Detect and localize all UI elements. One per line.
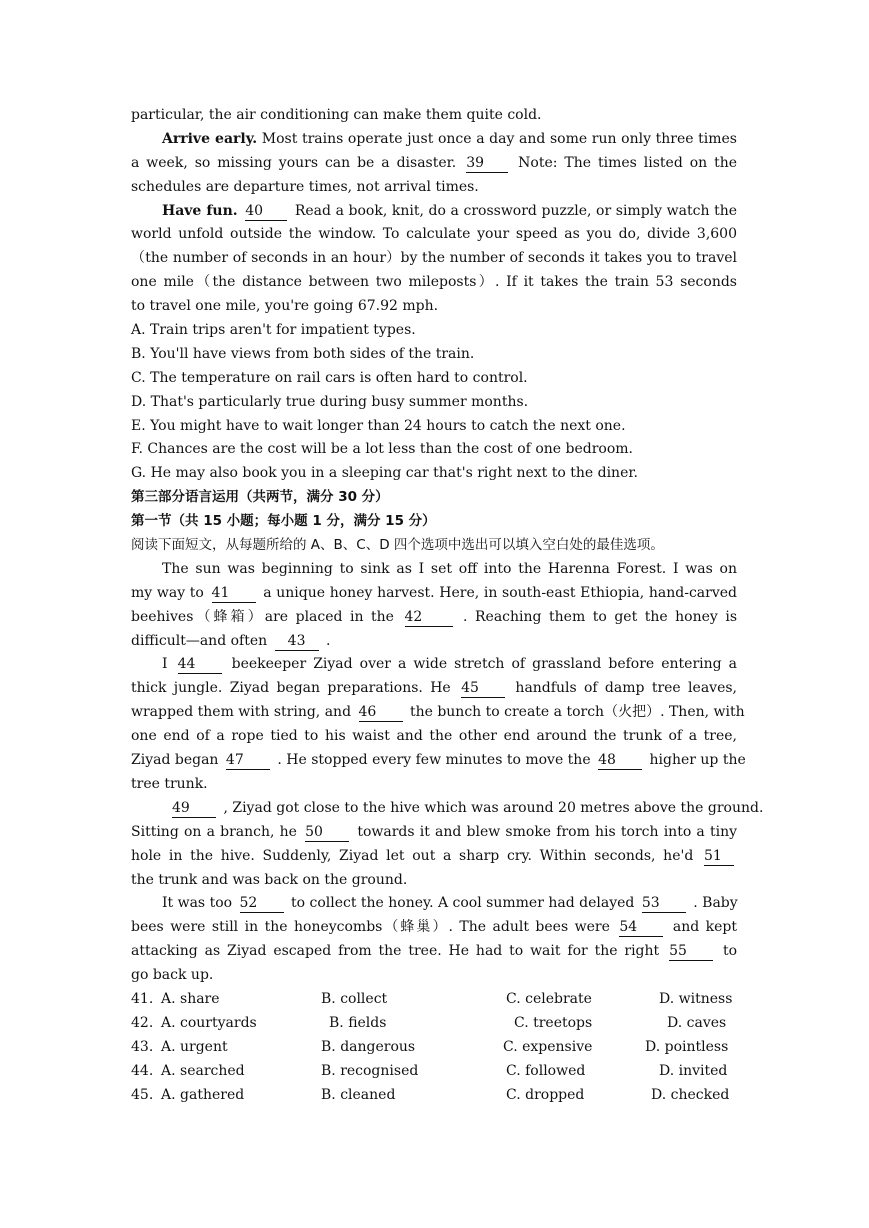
- text-span: hole in the hive. Suddenly, Ziyad let out a sharp cry. Within seconds, he'd: [131, 847, 694, 864]
- choice-g: G. He may also book you in a sleeping car that's right next to the diner.: [131, 465, 638, 482]
- text-span: handfuls of damp tree leaves,: [515, 680, 737, 697]
- option-d: D. invited: [659, 1062, 728, 1079]
- text-line: [131, 701, 745, 725]
- blank-40: 40: [245, 203, 287, 221]
- option-b: B. dangerous: [321, 1038, 416, 1055]
- text-span: to collect the honey. A cool summer had delayed: [290, 895, 635, 912]
- text-span: attacking as Ziyad escaped from the tree. He had to wait for the right: [131, 943, 660, 960]
- text-span: a week, so missing yours can be a disaster.: [131, 154, 457, 171]
- text-span: . Reaching them to get the honey is: [463, 608, 738, 625]
- text-line: （the number of seconds in an hour）by the number of seconds it takes you to travel: [131, 250, 737, 267]
- blank-44: 44: [178, 656, 222, 674]
- blank-53: 53: [642, 895, 686, 913]
- text-line: world unfold outside the window. To calculate your speed as you do, divide 3,600: [131, 226, 737, 243]
- option-b: B. recognised: [321, 1062, 419, 1079]
- text-line: one end of a rope tied to his waist and the other end around the trunk of a tree,: [131, 728, 737, 745]
- option-a: A. gathered: [161, 1086, 245, 1103]
- text-span: .: [326, 632, 331, 649]
- option-c: C. expensive: [503, 1038, 593, 1055]
- text-span: beekeeper Ziyad over a wide stretch of grassland before entering a: [231, 656, 737, 673]
- option-b: B. cleaned: [321, 1086, 396, 1103]
- option-c: C. treetops: [514, 1014, 593, 1031]
- tip-heading: Arrive early.: [162, 130, 258, 147]
- question-number: 42.: [131, 1014, 154, 1031]
- choice-f: F. Chances are the cost will be a lot less than the cost of one bedroom.: [131, 441, 633, 458]
- text-span: my way to: [131, 584, 204, 601]
- text-span: towards it and blew smoke from his torch into a tiny: [357, 823, 737, 840]
- text-span: bees were still in the honeycombs（蜂巢）. The adult bees were: [131, 919, 610, 936]
- paragraph-arrive-early: [131, 128, 737, 152]
- question-number: 44.: [131, 1062, 154, 1079]
- text-span: Ziyad began: [131, 752, 219, 769]
- choice-b: B. You'll have views from both sides of the train.: [131, 345, 475, 362]
- blank-43: 43: [275, 633, 319, 651]
- option-c: C. followed: [506, 1062, 586, 1079]
- blank-46: 46: [359, 704, 403, 722]
- blank-51: 51: [704, 848, 734, 866]
- text-span: thick jungle. Ziyad began preparations. He: [131, 680, 451, 697]
- blank-39: 39: [466, 155, 508, 173]
- option-a: A. searched: [161, 1062, 245, 1079]
- options-row-41: [131, 988, 737, 1012]
- text-line: The sun was beginning to sink as I set off into the Harenna Forest. I was on: [162, 560, 737, 577]
- text-line: the trunk and was back on the ground.: [131, 871, 408, 888]
- option-d: D. pointless: [645, 1038, 729, 1055]
- text-span: I: [162, 656, 168, 673]
- option-d: D. caves: [667, 1014, 727, 1031]
- blank-50: 50: [305, 824, 349, 842]
- blank-52: 52: [240, 895, 284, 913]
- text-span: and kept: [672, 919, 738, 936]
- text-line: [131, 152, 737, 176]
- choice-c: C. The temperature on rail cars is often hard to control.: [131, 369, 528, 386]
- text-span: Most trains operate just once a day and some run only three times: [261, 130, 737, 147]
- text-span: wrapped them with string, and: [131, 704, 352, 721]
- text-line: [131, 653, 737, 677]
- text-line: tree trunk.: [131, 775, 208, 792]
- text-span: It was too: [162, 895, 233, 912]
- text-line: [131, 940, 737, 964]
- text-line: [131, 821, 737, 845]
- option-c: C. dropped: [506, 1086, 585, 1103]
- options-row-44: [131, 1060, 737, 1084]
- text-line: [131, 797, 764, 821]
- text-line: schedules are departure times, not arrival times.: [131, 178, 479, 195]
- blank-45: 45: [461, 680, 505, 698]
- choice-a: A. Train trips aren't for impatient types.: [131, 322, 416, 339]
- paragraph-have-fun: [131, 200, 737, 224]
- blank-47: 47: [226, 752, 270, 770]
- option-d: D. checked: [651, 1086, 730, 1103]
- option-b: B. collect: [321, 990, 388, 1007]
- question-number: 43.: [131, 1038, 154, 1055]
- option-d: D. witness: [659, 990, 733, 1007]
- question-number: 45.: [131, 1086, 154, 1103]
- text-span: Note: The times listed on the: [518, 154, 738, 171]
- options-row-43: [131, 1036, 737, 1060]
- text-line: [131, 845, 737, 869]
- section-heading-sec1: 第一节（共 15 小题；每小题 1 分，满分 15 分）: [131, 513, 436, 530]
- option-b: B. fields: [329, 1014, 387, 1031]
- text-line: [131, 677, 737, 701]
- tip-heading: Have fun.: [162, 202, 238, 219]
- text-line: [131, 749, 746, 773]
- text-line: to travel one mile, you're going 67.92 mph.: [131, 298, 439, 315]
- text-span: beehives（蜂箱）are placed in the: [131, 608, 394, 625]
- blank-54: 54: [619, 919, 663, 937]
- text-line: one mile（the distance between two mileposts）. If it takes the train 53 seconds: [131, 274, 737, 291]
- section-heading-part3: 第三部分语言运用（共两节，满分 30 分）: [131, 489, 389, 506]
- question-number: 41.: [131, 990, 154, 1007]
- text-line: [131, 606, 737, 630]
- text-span: . Baby: [693, 895, 738, 912]
- text-span: , Ziyad got close to the hive which was around 20 metres above the ground.: [223, 799, 764, 816]
- option-a: A. share: [161, 990, 220, 1007]
- text-span: Sitting on a branch, he: [131, 823, 297, 840]
- section-instructions: 阅读下面短文，从每题所给的 A、B、C、D 四个选项中选出可以填入空白处的最佳选项。: [131, 537, 664, 554]
- choice-d: D. That's particularly true during busy summer months.: [131, 393, 529, 410]
- option-c: C. celebrate: [506, 990, 592, 1007]
- option-a: A. urgent: [161, 1038, 228, 1055]
- text-line: [131, 916, 737, 940]
- text-line: [131, 582, 737, 606]
- text-line: [131, 630, 737, 654]
- options-row-45: [131, 1084, 737, 1108]
- blank-41: 41: [212, 585, 256, 603]
- text-span: Read a book, knit, do a crossword puzzle, or simply watch the: [294, 202, 738, 219]
- text-line: [131, 892, 737, 916]
- text-span: the bunch to create a torch（火把）. Then, with: [409, 704, 745, 721]
- text-span: . He stopped every few minutes to move the: [277, 752, 591, 769]
- blank-49: 49: [172, 800, 216, 818]
- options-row-42: [131, 1012, 737, 1036]
- text-span: to: [722, 943, 738, 960]
- text-span: difficult—and often: [131, 632, 268, 649]
- text-line: particular, the air conditioning can make them quite cold.: [131, 107, 542, 123]
- option-a: A. courtyards: [161, 1014, 257, 1031]
- text-span: higher up the: [649, 752, 746, 769]
- text-line: go back up.: [131, 967, 214, 984]
- text-span: a unique honey harvest. Here, in south-east Ethiopia, hand-carved: [263, 584, 737, 601]
- blank-42: 42: [405, 609, 453, 627]
- blank-48: 48: [598, 752, 642, 770]
- exam-page: [131, 104, 764, 1107]
- blank-55: 55: [669, 943, 713, 961]
- choice-e: E. You might have to wait longer than 24 hours to catch the next one.: [131, 417, 626, 434]
